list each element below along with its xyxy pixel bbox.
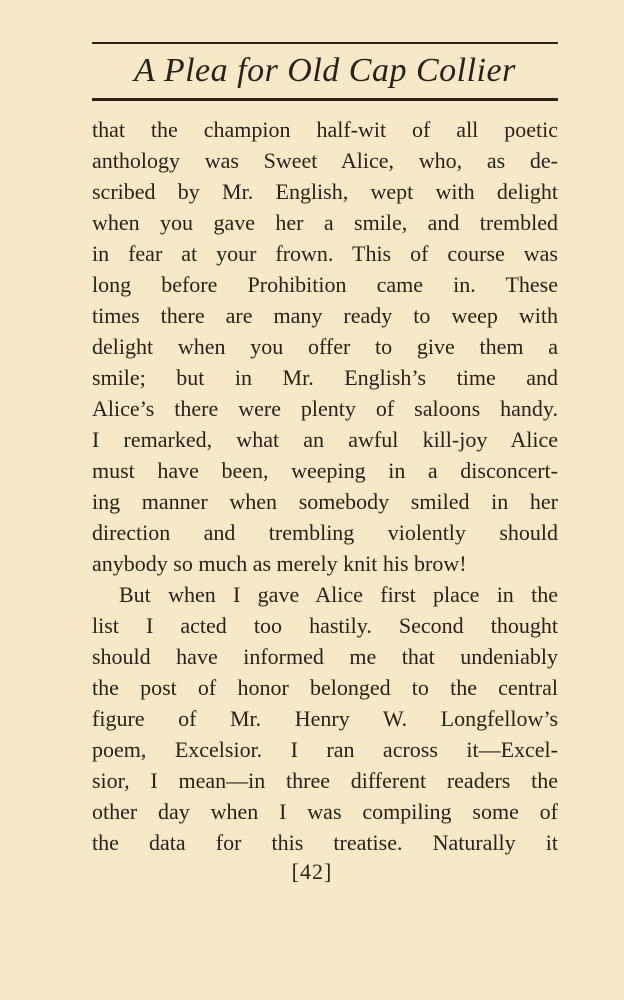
text-line: scribed by Mr. English, wept with delight: [92, 179, 558, 204]
text-line: I remarked, what an awful kill-joy Alice: [92, 427, 558, 452]
text-line: should have informed me that undeniably: [92, 644, 558, 669]
text-line: figure of Mr. Henry W. Longfellow’s: [92, 706, 558, 731]
running-header-title: A Plea for Old Cap Collier: [134, 52, 516, 89]
text-line: ing manner when somebody smiled in her: [92, 489, 558, 514]
text-line: must have been, weeping in a disconcert-: [92, 458, 558, 483]
page-number: [42]: [291, 859, 333, 884]
text-line: long before Prohibition came in. These: [92, 272, 558, 297]
text-line: Alice’s there were plenty of saloons handy.: [92, 396, 558, 421]
text-line: sior, I mean—in three different readers the: [92, 768, 558, 793]
text-line: poem, Excelsior. I ran across it—Excel-: [92, 737, 558, 762]
text-line: the data for this treatise. Naturally it: [92, 830, 558, 855]
header-rule-top: [92, 42, 558, 44]
paragraph-end-line: anybody so much as merely knit his brow!: [92, 551, 467, 576]
text-line: list I acted too hastily. Second thought: [92, 613, 558, 638]
text-line: other day when I was compiling some of: [92, 799, 558, 824]
text-line: that the champion half-wit of all poetic: [92, 117, 558, 142]
paragraph-start-line: But when I gave Alice first place in the: [119, 582, 558, 607]
text-line: in fear at your frown. This of course was: [92, 241, 558, 266]
text-line: anthology was Sweet Alice, who, as de-: [92, 148, 558, 173]
text-line: smile; but in Mr. English’s time and: [92, 365, 558, 390]
text-line: direction and trembling violently should: [92, 520, 558, 545]
text-line: delight when you offer to give them a: [92, 334, 558, 359]
header-rule-bottom: [92, 98, 558, 101]
text-line: when you gave her a smile, and trembled: [92, 210, 558, 235]
body-text: [92, 114, 558, 858]
text-line: the post of honor belonged to the central: [92, 675, 558, 700]
text-line: times there are many ready to weep with: [92, 303, 558, 328]
